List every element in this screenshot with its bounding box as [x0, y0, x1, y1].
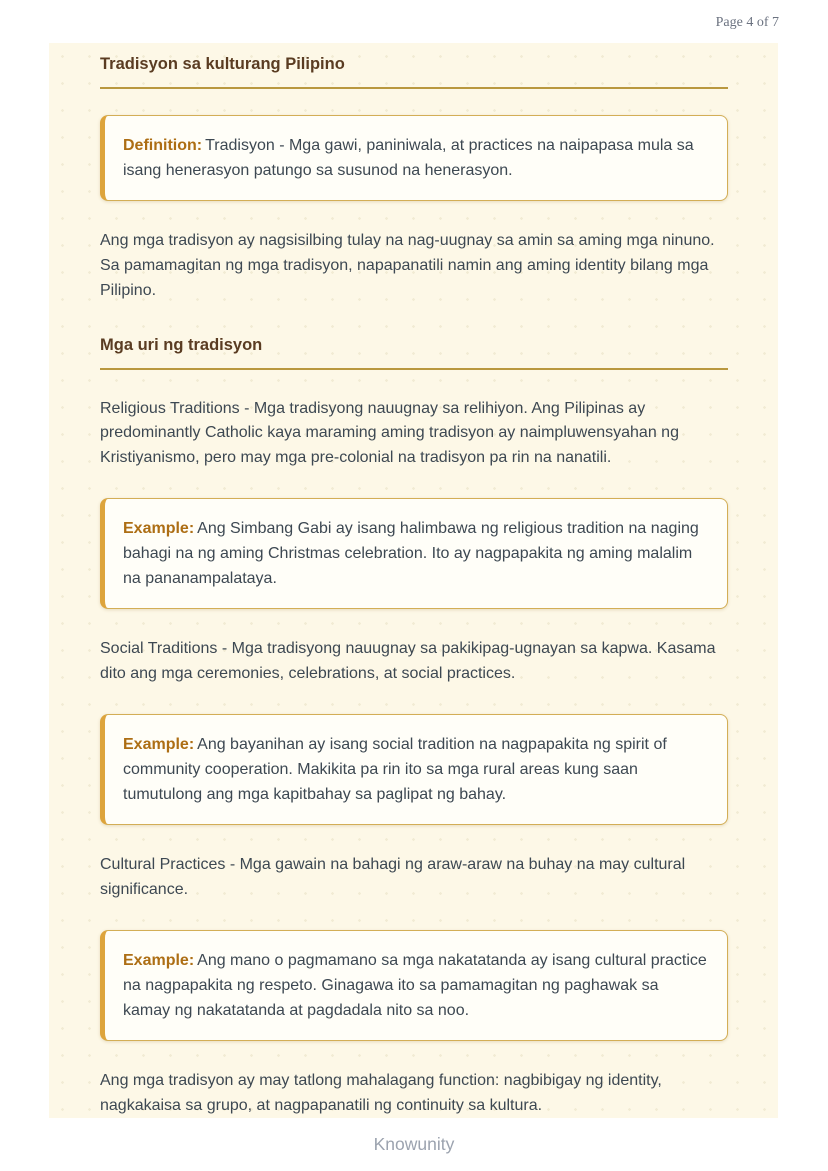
example-box-religious-content	[123, 516, 707, 591]
example-box-social	[100, 714, 728, 825]
footer-brand: Knowunity	[373, 1134, 455, 1154]
definition-text: Tradisyon - Mga gawi, paniniwala, at practices na naipapasa mula sa isang henerasyon patungo sa susunod na henerasyon.	[123, 137, 694, 180]
example-box-cultural	[100, 930, 728, 1041]
definition-box-content	[123, 133, 707, 183]
example-text-social: Ang bayanihan ay isang social tradition na nagpapakita ng spirit of community cooperation. Makikita pa rin ito sa mga rural areas kung saan tumutulong ang mga kapitbahay sa paglipat ng bahay.	[123, 735, 667, 804]
page-indicator: Page 4 of 7	[715, 15, 779, 30]
example-box-cultural-content	[123, 948, 707, 1023]
section-heading-mga-uri: Mga uri ng tradisyon	[100, 334, 728, 370]
document-sheet	[49, 43, 778, 1118]
example-text-religious: Ang Simbang Gabi ay isang halimbawa ng religious tradition na naging bahagi na ng aming Christmas celebration. Ito ay nagpapakita ng aming malalim na pananampalataya.	[123, 520, 699, 588]
paragraph-functions: Ang mga tradisyon ay may tatlong mahalagang function: nagbibigay ng identity, nagkakaisa sa grupo, at nagpapanatili ng continuity sa kultura.	[100, 1072, 662, 1114]
definition-label: Definition:	[123, 137, 203, 154]
paragraph-social-traditions: Social Traditions - Mga tradisyong nauugnay sa pakikipag-ugnayan sa kapwa. Kasama dito ang mga ceremonies, celebrations, at social practices.	[100, 640, 716, 683]
example-box-religious	[100, 498, 728, 609]
example-label: Example:	[123, 951, 195, 969]
definition-box	[100, 115, 728, 201]
example-text-cultural: Ang mano o pagmamano sa mga nakatatanda ay isang cultural practice na nagpapakita ng respeto. Ginagawa ito sa pamamagitan ng paghawak sa kamay ng nakatatanda at pagdadala nito sa noo.	[123, 951, 707, 1020]
paragraph-intro: Ang mga tradisyon ay nagsisilbing tulay na nag-uugnay sa amin sa aming mga ninuno. Sa pamamagitan ng mga tradisyon, napapanatili namin ang aming identity bilang mga Pilipino.	[100, 232, 715, 299]
section-heading-tradisyon: Tradisyon sa kulturang Pilipino	[100, 53, 728, 89]
paragraph-religious-traditions: Religious Traditions - Mga tradisyong nauugnay sa relihiyon. Ang Pilipinas ay predominantly Catholic kaya maraming aming tradisyon ay naimpluwensyahan ng Kristiyanismo, pero may mga pre-colonial na tradisyon pa rin na nanatili.	[100, 399, 679, 467]
example-label: Example:	[123, 735, 195, 753]
paragraph-cultural-practices: Cultural Practices - Mga gawain na bahagi ng araw-araw na buhay na may cultural significance.	[100, 856, 686, 899]
example-label: Example:	[123, 520, 195, 537]
example-box-social-content	[123, 732, 707, 807]
